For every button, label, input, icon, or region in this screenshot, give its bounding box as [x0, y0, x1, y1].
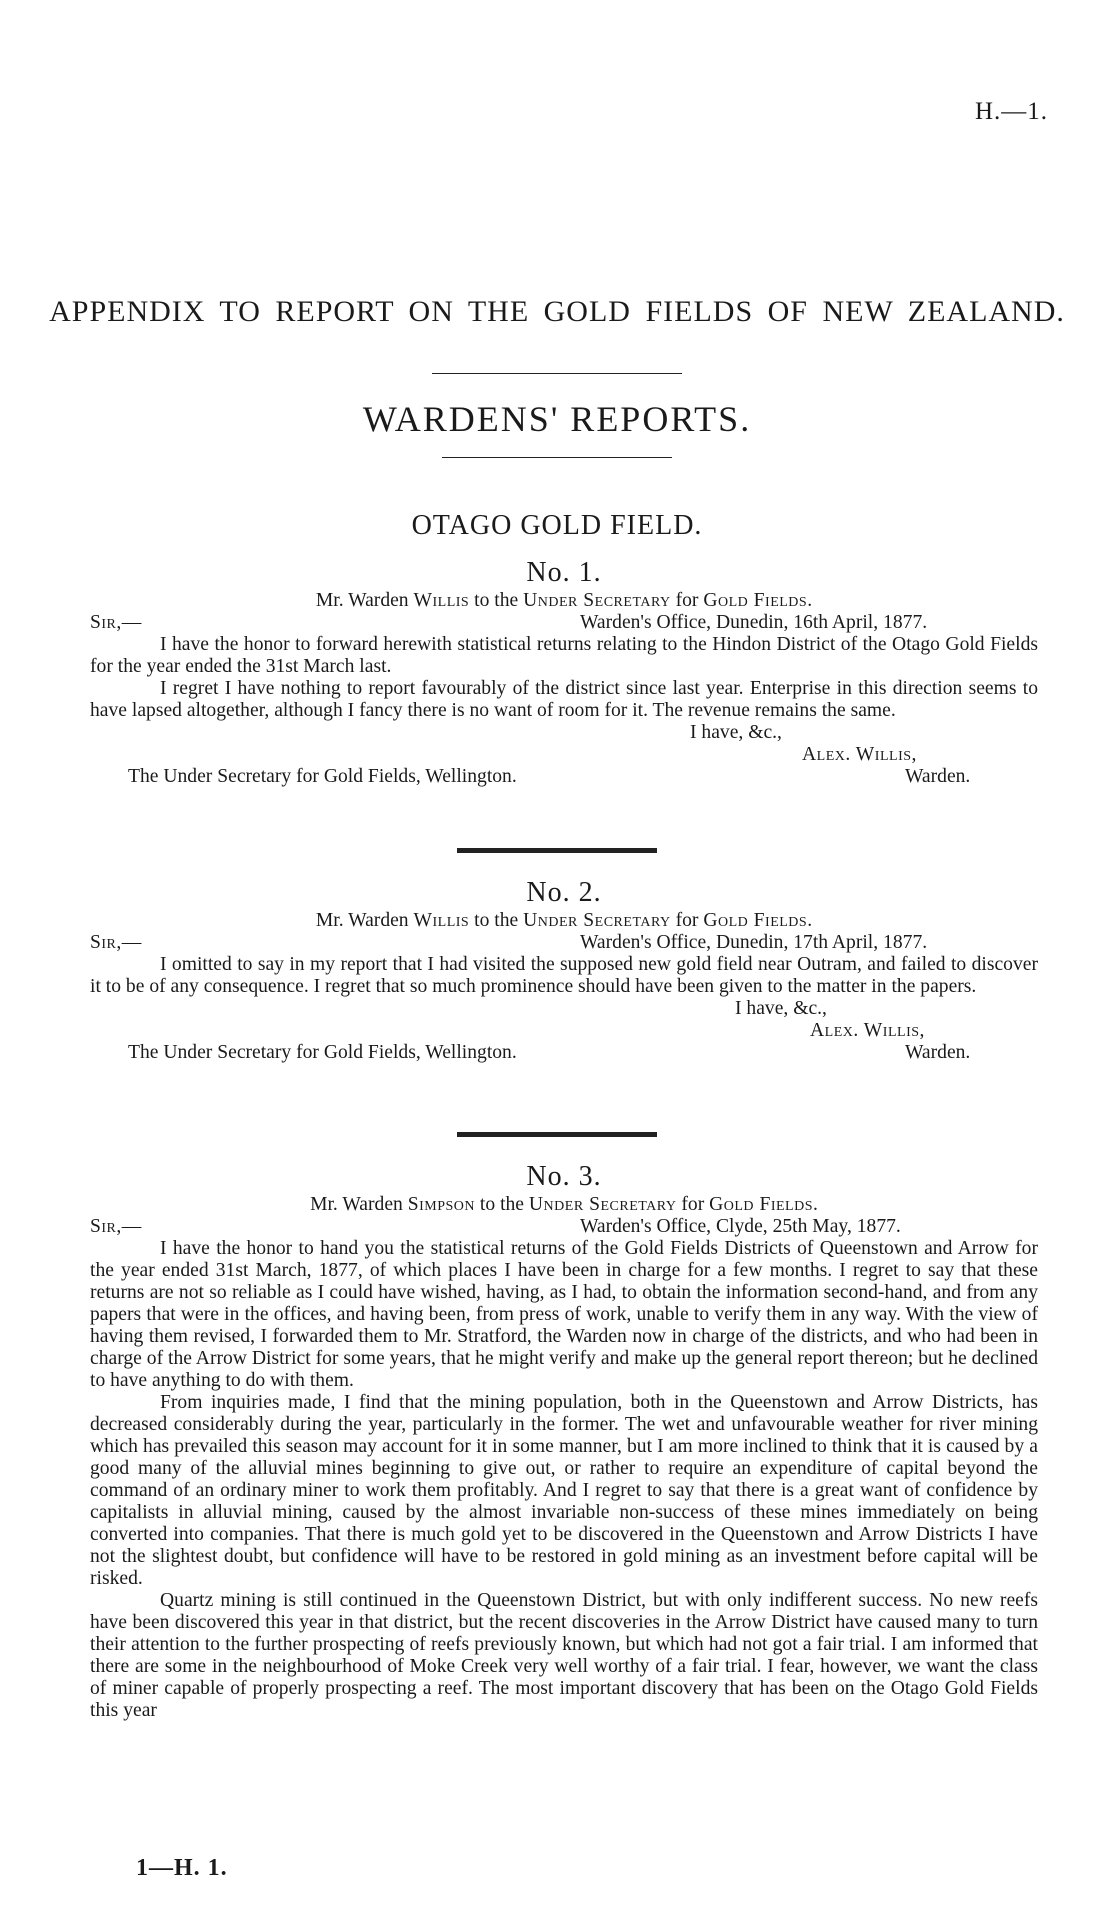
- addressee-line: [90, 1042, 1038, 1064]
- letter-number: No. 2.: [526, 877, 602, 908]
- letter-2: [90, 876, 1038, 1064]
- addressee-line: [90, 766, 1038, 788]
- signature-mark: 1—H. 1.: [136, 1855, 228, 1881]
- signatory-title: Warden.: [905, 766, 971, 787]
- dateline: Warden's Office, Dunedin, 16th April, 1877.: [580, 612, 928, 633]
- closing: I have, &c.,: [735, 998, 827, 1019]
- paragraph: Quartz mining is still continued in the Queenstown District, but with only indifferent success. No new reefs have been discovered this year in that district, but the recent discoveries in the Arrow District have caused many to turn their attention to the further prospecting of reefs previously known, but which had not got a fair trial. I am informed that there are some in the neighbourhood of Moke Creek very well worthy of a fair trial. I fear, however, we want the class of miner capable of properly prospecting a reef. The most important discovery that has been on the Otago Gold Fields this year: [90, 1590, 1038, 1721]
- dateline: Warden's Office, Clyde, 25th May, 1877.: [580, 1216, 901, 1237]
- paragraph: I have the honor to hand you the statistical returns of the Gold Fields Districts of Queenstown and Arrow for the year ended 31st March, 1877, of which places I have been in charge for a few months. I regret to say that these returns are not so reliable as I could have wished, having, as I had, to obtain the information second-hand, and from any papers that were in the offices, and having been, from press of work, unable to verify them in any way. With the view of having them revised, I forwarded them to Mr. Stratford, the Warden now in charge of the districts, and who had been in charge of the Arrow District for some years, that he might verify and make up the general report thereon; but he declined to have anything to do with them.: [90, 1238, 1038, 1391]
- signature: Alex. Willis,: [802, 744, 917, 765]
- section-rule: [442, 457, 672, 458]
- closing: I have, &c.,: [690, 722, 782, 743]
- signature: Alex. Willis,: [810, 1020, 925, 1041]
- salutation-line: [90, 1216, 1038, 1238]
- salutation: Sir,—: [90, 612, 142, 633]
- addressee: The Under Secretary for Gold Fields, Wellington.: [128, 1042, 517, 1063]
- separator-rule: [457, 1132, 657, 1137]
- letter-heading: Mr. Warden Simpson to the Under Secretary for Gold Fields.: [310, 1194, 818, 1215]
- separator-rule: [457, 848, 657, 853]
- paragraph: I omitted to say in my report that I had visited the supposed new gold field near Outram, and failed to discover it to be of any consequence. I regret that so much prominence should have been given to the matter in the papers.: [90, 954, 1038, 997]
- paragraph: I have the honor to forward herewith statistical returns relating to the Hindon District of the Otago Gold Fields for the year ended the 31st March last.: [90, 634, 1038, 677]
- letter-number: No. 1.: [526, 557, 602, 588]
- salutation: Sir,—: [90, 1216, 142, 1237]
- paragraph: From inquiries made, I find that the mining population, both in the Queenstown and Arrow Districts, has decreased considerably during the year, particularly in the former. The wet and unfavourable weather for river mining which has prevailed this season may account for it in some manner, but I am more inclined to think that it is caused by a good many of the alluvial mines beginning to give out, or rather to require an expenditure of capital beyond the command of an ordinary miner to work them profitably. And I regret to say that there is a great want of confidence by capitalists in alluvial mining, caused by the almost invariable non-success of these mines immediately on being converted into companies. That there is much gold yet to be discovered in the Queenstown and Arrow Districts I have not the slightest doubt, but confidence will have to be restored in gold mining as an investment before capital will be risked.: [90, 1392, 1038, 1589]
- title-rule: [432, 373, 682, 374]
- letter-heading: Mr. Warden Willis to the Under Secretary for Gold Fields.: [315, 590, 813, 611]
- salutation: Sir,—: [90, 932, 142, 953]
- letter-number: No. 3.: [526, 1161, 602, 1192]
- salutation-line: [90, 932, 1038, 954]
- letter-heading: Mr. Warden Willis to the Under Secretary for Gold Fields.: [315, 910, 813, 931]
- section-title: WARDENS' REPORTS.: [362, 399, 752, 439]
- letter-3: [90, 1160, 1038, 1722]
- paragraph: I regret I have nothing to report favourably of the district since last year. Enterprise in this direction seems to have lapsed altogether, although I fancy there is no want of room for it. The revenue remains the same.: [90, 678, 1038, 721]
- letter-1: [90, 556, 1038, 788]
- appendix-title: APPENDIX TO REPORT ON THE GOLD FIELDS OF NEW ZEALAND.: [49, 295, 1065, 328]
- signatory-title: Warden.: [905, 1042, 971, 1063]
- dateline: Warden's Office, Dunedin, 17th April, 1877.: [580, 932, 928, 953]
- salutation-line: [90, 612, 1038, 634]
- field-title: OTAGO GOLD FIELD.: [411, 510, 703, 541]
- page-reference: H.—1.: [974, 98, 1048, 125]
- addressee: The Under Secretary for Gold Fields, Wellington.: [128, 766, 517, 787]
